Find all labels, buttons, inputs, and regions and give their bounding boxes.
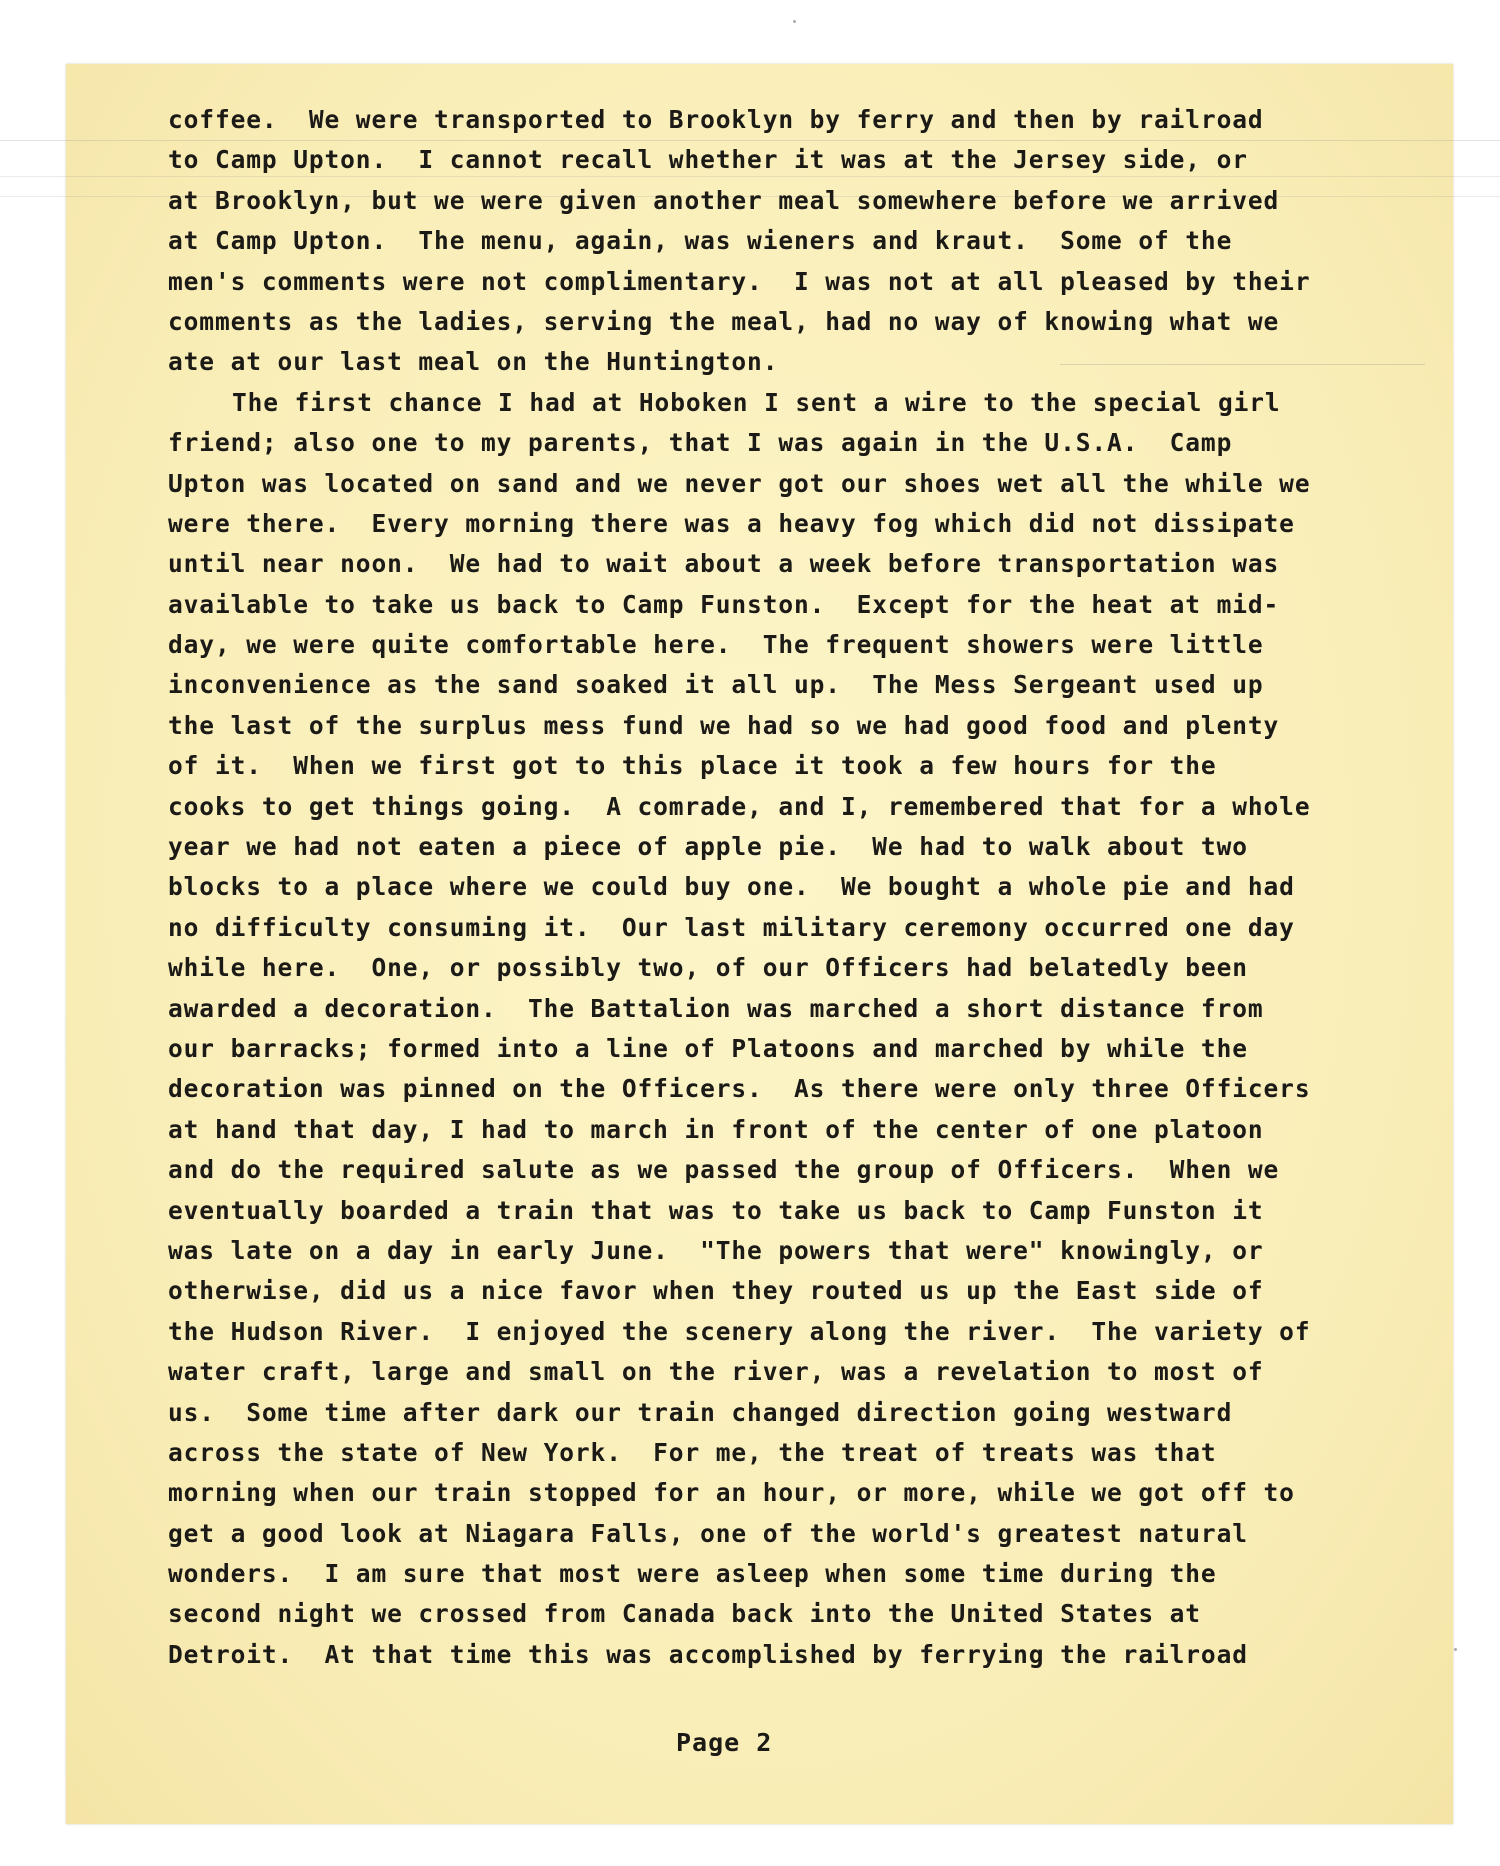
text-line: and do the required salute as we passed the group of Officers. When we [168,1155,1280,1185]
paper-speck [1454,1648,1457,1651]
text-line: until near noon. We had to wait about a week before transportation was [168,549,1280,579]
text-line: blocks to a place where we could buy one. We bought a whole pie and had [168,872,1295,902]
text-line: across the state of New York. For me, the treat of treats was that [168,1437,1217,1467]
text-line: wonders. I am sure that most were asleep when some time during the [168,1559,1217,1589]
text-line: second night we crossed from Canada back into the United States at [168,1599,1201,1629]
text-line: at Camp Upton. The menu, again, was wieners and kraut. Some of the [168,226,1233,256]
text-line: were there. Every morning there was a heavy fog which did not dissipate [168,508,1295,538]
text-line: otherwise, did us a nice favor when they routed us up the East side of [168,1276,1264,1306]
paper-speck [793,20,796,23]
text-line: the last of the surplus mess fund we had so we had good food and plenty [168,710,1280,740]
text-line: comments as the ladies, serving the meal, had no way of knowing what we [168,306,1280,336]
text-line: ate at our last meal on the Huntington. [168,347,779,377]
text-line: no difficulty consuming it. Our last military ceremony occurred one day [168,912,1295,942]
text-line: was late on a day in early June. "The powers that were" knowingly, or [168,1235,1264,1265]
text-line: Detroit. At that time this was accomplished by ferrying the railroad [168,1639,1248,1669]
text-line: cooks to get things going. A comrade, and I, remembered that for a whole [168,791,1311,821]
text-line: to Camp Upton. I cannot recall whether it was at the Jersey side, or [168,145,1248,175]
text-line: us. Some time after dark our train changed direction going westward [168,1397,1233,1427]
text-line: while here. One, or possibly two, of our Officers had belatedly been [168,953,1248,983]
text-line: at hand that day, I had to march in front of the center of one platoon [168,1114,1264,1144]
text-line: get a good look at Niagara Falls, one of the world's greatest natural [168,1518,1248,1548]
typed-body-text [168,100,1408,1675]
paragraph-start-line: The first chance I had at Hoboken I sent a wire to the special girl [232,387,1281,417]
text-line: our barracks; formed into a line of Platoons and marched by while the [168,1033,1248,1063]
text-line: of it. When we first got to this place it took a few hours for the [168,751,1217,781]
page-number: Page 2 [676,1728,773,1757]
text-line: friend; also one to my parents, that I was again in the U.S.A. Camp [168,428,1233,458]
text-line: decoration was pinned on the Officers. As there were only three Officers [168,1074,1311,1104]
text-line: day, we were quite comfortable here. The frequent showers were little [168,630,1264,660]
text-line: awarded a decoration. The Battalion was marched a short distance from [168,993,1264,1023]
text-line: eventually boarded a train that was to take us back to Camp Funston it [168,1195,1264,1225]
text-line: Upton was located on sand and we never got our shoes wet all the while we [168,468,1311,498]
text-line: available to take us back to Camp Funston. Except for the heat at mid- [168,589,1280,619]
text-line: year we had not eaten a piece of apple pie. We had to walk about two [168,832,1248,862]
text-line: the Hudson River. I enjoyed the scenery along the river. The variety of [168,1316,1311,1346]
text-line: morning when our train stopped for an hour, or more, while we got off to [168,1478,1295,1508]
text-line: at Brooklyn, but we were given another meal somewhere before we arrived [168,185,1280,215]
text-line: men's comments were not complimentary. I was not at all pleased by their [168,266,1311,296]
text-line: coffee. We were transported to Brooklyn by ferry and then by railroad [168,105,1264,134]
text-line: water craft, large and small on the river, was a revelation to most of [168,1357,1264,1387]
text-line: inconvenience as the sand soaked it all up. The Mess Sergeant used up [168,670,1264,700]
